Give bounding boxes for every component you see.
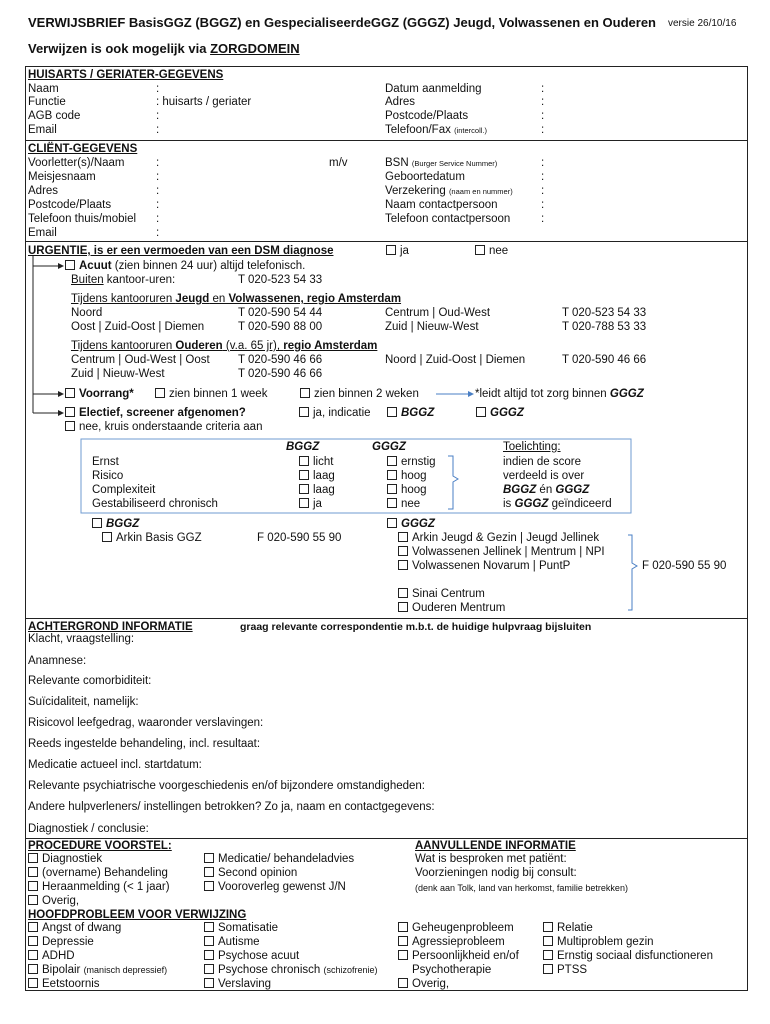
hp-autisme-checkbox[interactable] <box>204 936 214 946</box>
suicidaliteit-field[interactable]: Suïcidaliteit, namelijk: <box>28 696 139 708</box>
hp-depressie-checkbox[interactable] <box>28 936 38 946</box>
hp-psychotherapie-label: Psychotherapie <box>412 964 492 976</box>
proc-behandeling-checkbox[interactable] <box>28 867 38 877</box>
client-postcode-label: Postcode/Plaats <box>28 199 112 211</box>
hp-multiproblem-checkbox[interactable] <box>543 936 553 946</box>
hp-psychose-chronisch-option[interactable]: Psychose chronisch (schizofrenie) <box>204 964 378 977</box>
arkin-basis-checkbox[interactable] <box>102 532 112 542</box>
hp-autisme-option[interactable]: Autisme <box>204 936 260 949</box>
acuut-option[interactable]: Acuut (zien binnen 24 uur) altijd telefonisch. <box>65 260 305 273</box>
hp-eetstoornis-checkbox[interactable] <box>28 978 38 988</box>
criteria-chronisch-ja-checkbox[interactable] <box>299 498 309 508</box>
proc-overig-option[interactable]: Overig, <box>28 895 79 908</box>
regio-zuid: Zuid | Nieuw-West <box>385 321 479 333</box>
gggz-jellinek-option[interactable]: Volwassenen Jellinek | Mentrum | NPI <box>398 546 605 559</box>
toelichting-line: verdeeld is over <box>503 470 585 482</box>
client-email-field[interactable]: : <box>156 227 160 239</box>
hp-agressie-option[interactable]: Agressieprobleem <box>398 936 505 949</box>
voorrang-checkbox[interactable] <box>65 388 75 398</box>
hp-relatie-checkbox[interactable] <box>543 922 553 932</box>
ouderen-centrum: Centrum | Oud-West | Oost <box>71 354 210 366</box>
gggz-ouderen-checkbox[interactable] <box>398 602 408 612</box>
ouderen-noord-tel: T 020-590 46 66 <box>562 354 647 366</box>
client-naam-field[interactable]: : <box>156 157 160 169</box>
dsm-ja-checkbox[interactable] <box>386 245 396 255</box>
criteria-ernst: Ernst <box>92 456 119 468</box>
proc-heraanmelding-option[interactable]: Heraanmelding (< 1 jaar) <box>28 881 170 894</box>
toelichting-line: BGGZ én GGGZ <box>503 484 590 496</box>
verzekering-field[interactable]: : <box>541 185 545 197</box>
verzekering-label: Verzekering (naam en nummer) <box>385 185 513 197</box>
ouderen-zuid: Zuid | Nieuw-West <box>71 368 165 380</box>
hp-psychose-chronisch-checkbox[interactable] <box>204 964 214 974</box>
gggz-jeugd-checkbox[interactable] <box>398 532 408 542</box>
huisarts-naam-label: Naam <box>28 83 59 95</box>
klacht-field[interactable]: Klacht, vraagstelling: <box>28 633 135 645</box>
gggz-novarum-checkbox[interactable] <box>398 560 408 570</box>
buiten-kantooruren: Buiten kantoor-uren: <box>71 274 176 286</box>
criteria-complex-hoog-option[interactable]: hoog <box>387 484 427 497</box>
hp-verslaving-option[interactable]: Verslaving <box>204 978 271 991</box>
huisarts-adres-label: Adres <box>385 96 416 108</box>
verwijs-gggz-checkbox[interactable] <box>387 518 397 528</box>
proc-diagnostiek-option[interactable]: Diagnostiek <box>28 853 102 866</box>
hp-adhd-option[interactable]: ADHD <box>28 950 75 963</box>
contactpersoon-field[interactable]: : <box>541 199 545 211</box>
week2-checkbox[interactable] <box>300 388 310 398</box>
huisarts-postcode-label: Postcode/Plaats <box>385 110 469 122</box>
week1-option[interactable]: zien binnen 1 week <box>155 388 267 401</box>
indicatie-bggz-option[interactable]: BGGZ <box>387 407 434 420</box>
leidt-gggz-note: *leidt altijd tot zorg binnen GGGZ <box>475 388 644 400</box>
proc-vooroverleg-option[interactable]: Vooroverleg gewenst J/N <box>204 881 346 894</box>
verwijs-bggz-checkbox[interactable] <box>92 518 102 528</box>
electief-option[interactable]: Electief, screener afgenomen? <box>65 407 246 420</box>
hp-persoonlijkheid-option[interactable]: Persoonlijkheid en/of <box>398 950 519 963</box>
huisarts-naam-field[interactable]: : <box>156 83 160 95</box>
hp-bipolair-checkbox[interactable] <box>28 964 38 974</box>
contactpersoon-label: Naam contactpersoon <box>385 199 498 211</box>
proc-second-opinion-checkbox[interactable] <box>204 867 214 877</box>
criteria-chronisch-ja-option[interactable]: ja <box>299 498 322 511</box>
criteria-licht-checkbox[interactable] <box>299 456 309 466</box>
criteria-risico-hoog-checkbox[interactable] <box>387 470 397 480</box>
voorrang-option[interactable]: Voorrang* <box>65 388 134 401</box>
arkin-basis-option[interactable]: Arkin Basis GGZ <box>102 532 202 545</box>
criteria-risico: Risico <box>92 470 124 482</box>
client-telefoon-label: Telefoon thuis/mobiel <box>28 213 137 225</box>
indicatie-ja-option[interactable]: ja, indicatie <box>299 407 371 420</box>
version-label: versie 26/10/16 <box>668 18 737 29</box>
verwijs-gggz-option[interactable]: GGGZ <box>387 518 435 531</box>
telefoon-contactpersoon-label: Telefoon contactpersoon <box>385 213 511 225</box>
client-telefoon-field[interactable]: : <box>156 213 160 225</box>
client-meisjesnaam-field[interactable]: : <box>156 171 160 183</box>
hp-sociaal-checkbox[interactable] <box>543 950 553 960</box>
huisarts-postcode-field[interactable]: : <box>541 110 545 122</box>
week1-checkbox[interactable] <box>155 388 165 398</box>
bggz-fax: F 020-590 55 90 <box>257 532 342 544</box>
hp-psychose-acuut-checkbox[interactable] <box>204 950 214 960</box>
procedure-heading: PROCEDURE VOORSTEL: <box>28 840 172 852</box>
hp-persoonlijkheid-checkbox[interactable] <box>398 950 408 960</box>
hp-somatisatie-checkbox[interactable] <box>204 922 214 932</box>
hp-overig-option[interactable]: Overig, <box>398 978 449 991</box>
ouderen-centrum-tel: T 020-590 46 66 <box>238 354 323 366</box>
client-email-label: Email <box>28 227 57 239</box>
telefoon-contactpersoon-field[interactable]: : <box>541 213 545 225</box>
acuut-checkbox[interactable] <box>65 260 75 270</box>
client-heading: CLIËNT-GEGEVENS <box>28 143 138 155</box>
toelichting-line: indien de score <box>503 456 581 468</box>
indicatie-gggz-option[interactable]: GGGZ <box>476 407 524 420</box>
criteria-chronisch-nee-option[interactable]: nee <box>387 498 420 511</box>
week2-option[interactable]: zien binnen 2 weken <box>300 388 419 401</box>
regio-zuid-tel: T 020-788 53 33 <box>562 321 647 333</box>
criteria-complexiteit: Complexiteit <box>92 484 156 496</box>
hp-ptss-checkbox[interactable] <box>543 964 553 974</box>
huisarts-functie-field[interactable]: : huisarts / geriater <box>156 96 252 108</box>
proc-medicatie-option[interactable]: Medicatie/ behandeladvies <box>204 853 354 866</box>
regio-noord-tel: T 020-590 54 44 <box>238 307 323 319</box>
client-adres-field[interactable]: : <box>156 185 160 197</box>
jeugd-volw-heading: Tijdens kantooruren Jeugd en Volwassenen, regio Amsterdam <box>71 293 402 305</box>
criteria-gggz-head: GGGZ <box>372 441 406 453</box>
document-title: VERWIJSBRIEF BasisGGZ (BGGZ) en GespecialiseerdeGGZ (GGGZ) Jeugd, Volwassenen en Ouderen <box>28 15 656 30</box>
zorgdomein-prefix: Verwijzen is ook mogelijk via <box>28 41 211 56</box>
hp-relatie-option[interactable]: Relatie <box>543 922 593 935</box>
bsn-label: BSN (Burger Service Nummer) <box>385 157 498 169</box>
medicatie-field[interactable]: Medicatie actueel incl. startdatum: <box>28 759 202 771</box>
verwijs-bggz-option[interactable]: BGGZ <box>92 518 139 531</box>
bsn-field[interactable]: : <box>541 157 545 169</box>
behandeling-field[interactable]: Reeds ingestelde behandeling, incl. resultaat: <box>28 738 261 750</box>
gggz-jellinek-checkbox[interactable] <box>398 546 408 556</box>
hp-adhd-checkbox[interactable] <box>28 950 38 960</box>
regio-centrum-tel: T 020-523 54 33 <box>562 307 647 319</box>
electief-checkbox[interactable] <box>65 407 75 417</box>
diagnostiek-field[interactable]: Diagnostiek / conclusie: <box>28 823 149 835</box>
huisarts-email-field[interactable]: : <box>156 124 160 136</box>
achtergrond-heading: ACHTERGROND INFORMATIE <box>28 621 193 633</box>
gggz-fax: F 020-590 55 90 <box>642 560 727 572</box>
criteria-complex-hoog-checkbox[interactable] <box>387 484 397 494</box>
voorzieningen-hint: (denk aan Tolk, land van herkomst, familie betrekken) <box>415 883 628 893</box>
hp-eetstoornis-option[interactable]: Eetstoornis <box>28 978 100 991</box>
gggz-jeugd-option[interactable]: Arkin Jeugd & Gezin | Jeugd Jellinek <box>398 532 599 545</box>
achtergrond-note: graag relevante correspondentie m.b.t. de huidige hulpvraag bijsluiten <box>240 621 592 633</box>
hp-psychose-acuut-option[interactable]: Psychose acuut <box>204 950 299 963</box>
criteria-complex-laag-option[interactable]: laag <box>299 484 335 497</box>
dsm-nee-checkbox[interactable] <box>475 245 485 255</box>
hp-overig-checkbox[interactable] <box>398 978 408 988</box>
hp-depressie-option[interactable]: Depressie <box>28 936 94 949</box>
criteria-ernstig-option[interactable]: ernstig <box>387 456 436 469</box>
proc-heraanmelding-checkbox[interactable] <box>28 881 38 891</box>
besproken-field[interactable]: Wat is besproken met patiënt: <box>415 853 567 865</box>
nee-kruis-option[interactable]: nee, kruis onderstaande criteria aan <box>65 421 262 434</box>
buiten-telefoon: T 020-523 54 33 <box>238 274 323 286</box>
nee-kruis-checkbox[interactable] <box>65 421 75 431</box>
dsm-ja-option[interactable]: ja <box>386 245 409 258</box>
regio-oost-tel: T 020-590 88 00 <box>238 321 323 333</box>
comorbiditeit-field[interactable]: Relevante comorbiditeit: <box>28 675 152 687</box>
client-naam-label: Voorletter(s)/Naam <box>28 157 125 169</box>
indicatie-bggz-checkbox[interactable] <box>387 407 397 417</box>
criteria-complex-laag-checkbox[interactable] <box>299 484 309 494</box>
urgentie-heading: URGENTIE, is er een vermoeden van een DSM diagnose <box>28 245 334 257</box>
proc-behandeling-option[interactable]: (overname) Behandeling <box>28 867 168 880</box>
zorgdomein-link[interactable]: ZORGDOMEIN <box>210 41 300 56</box>
toelichting-head: Toelichting: <box>503 441 561 453</box>
gggz-novarum-option[interactable]: Volwassenen Novarum | PuntP <box>398 560 570 573</box>
hp-angst-checkbox[interactable] <box>28 922 38 932</box>
huisarts-email-label: Email <box>28 124 57 136</box>
huisarts-agb-field[interactable]: : <box>156 110 160 122</box>
huisarts-telefoon-label: Telefoon/Fax (intercoll.) <box>385 124 487 136</box>
criteria-ernstig-checkbox[interactable] <box>387 456 397 466</box>
huisarts-telefoon-field[interactable]: : <box>541 124 545 136</box>
indicatie-ja-checkbox[interactable] <box>299 407 309 417</box>
geboortedatum-label: Geboortedatum <box>385 171 465 183</box>
huisarts-heading: HUISARTS / GERIATER-GEGEVENS <box>28 69 224 81</box>
geboortedatum-field[interactable]: : <box>541 171 545 183</box>
criteria-chronisch: Gestabiliseerd chronisch <box>92 498 218 510</box>
voorzieningen-field[interactable]: Voorzieningen nodig bij consult: <box>415 867 577 879</box>
hp-somatisatie-option[interactable]: Somatisatie <box>204 922 278 935</box>
criteria-bggz-head: BGGZ <box>286 441 320 453</box>
regio-noord: Noord <box>71 307 103 319</box>
proc-vooroverleg-checkbox[interactable] <box>204 881 214 891</box>
criteria-licht-option[interactable]: licht <box>299 456 333 469</box>
proc-diagnostiek-checkbox[interactable] <box>28 853 38 863</box>
anamnese-field[interactable]: Anamnese: <box>28 655 87 667</box>
criteria-risico-laag-checkbox[interactable] <box>299 470 309 480</box>
ouderen-noord: Noord | Zuid-Oost | Diemen <box>385 354 526 366</box>
hp-sociaal-option[interactable]: Ernstig sociaal disfunctioneren <box>543 950 713 963</box>
voorgeschiedenis-field[interactable]: Relevante psychiatrische voorgeschiedenis en/of bijzondere omstandigheden: <box>28 780 425 792</box>
proc-overig-checkbox[interactable] <box>28 895 38 905</box>
hp-ptss-option[interactable]: PTSS <box>543 964 587 977</box>
proc-medicatie-checkbox[interactable] <box>204 853 214 863</box>
criteria-chronisch-nee-checkbox[interactable] <box>387 498 397 508</box>
gggz-sinai-option[interactable]: Sinai Centrum <box>398 588 485 601</box>
huisarts-agb-label: AGB code <box>28 110 81 122</box>
criteria-risico-hoog-option[interactable]: hoog <box>387 470 427 483</box>
client-postcode-field[interactable]: : <box>156 199 160 211</box>
gggz-ouderen-option[interactable]: Ouderen Mentrum <box>398 602 505 615</box>
hp-bipolair-option[interactable]: Bipolair (manisch depressief) <box>28 964 167 977</box>
aanvullende-heading: AANVULLENDE INFORMATIE <box>415 840 576 852</box>
criteria-risico-laag-option[interactable]: laag <box>299 470 335 483</box>
hp-verslaving-checkbox[interactable] <box>204 978 214 988</box>
client-meisjesnaam-label: Meisjesnaam <box>28 171 96 183</box>
toelichting-line: is GGGZ geïndiceerd <box>503 498 612 510</box>
hoofdprobleem-heading: HOOFDPROBLEEM VOOR VERWIJZING <box>28 909 247 921</box>
regio-centrum: Centrum | Oud-West <box>385 307 491 319</box>
datum-aanmelding-field[interactable]: : <box>541 83 545 95</box>
hp-agressie-checkbox[interactable] <box>398 936 408 946</box>
datum-aanmelding-label: Datum aanmelding <box>385 83 482 95</box>
proc-second-opinion-option[interactable]: Second opinion <box>204 867 297 880</box>
gender-field[interactable]: m/v <box>329 157 348 169</box>
hp-angst-option[interactable]: Angst of dwang <box>28 922 121 935</box>
indicatie-gggz-checkbox[interactable] <box>476 407 486 417</box>
huisarts-functie-label: Functie <box>28 96 66 108</box>
gggz-sinai-checkbox[interactable] <box>398 588 408 598</box>
ouderen-heading: Tijdens kantooruren Ouderen (v.a. 65 jr), regio Amsterdam <box>71 340 378 352</box>
hp-multiproblem-option[interactable]: Multiproblem gezin <box>543 936 654 949</box>
ouderen-zuid-tel: T 020-590 46 66 <box>238 368 323 380</box>
client-adres-label: Adres <box>28 185 59 197</box>
risicovol-field[interactable]: Risicovol leefgedrag, waaronder verslavingen: <box>28 717 264 729</box>
regio-oost: Oost | Zuid-Oost | Diemen <box>71 321 205 333</box>
hulpverleners-field[interactable]: Andere hulpverleners/ instellingen betrokken? Zo ja, naam en contactgegevens: <box>28 801 435 813</box>
dsm-nee-option[interactable]: nee <box>475 245 508 258</box>
hp-geheugen-checkbox[interactable] <box>398 922 408 932</box>
hp-geheugen-option[interactable]: Geheugenprobleem <box>398 922 514 935</box>
huisarts-adres-field[interactable]: : <box>541 96 545 108</box>
